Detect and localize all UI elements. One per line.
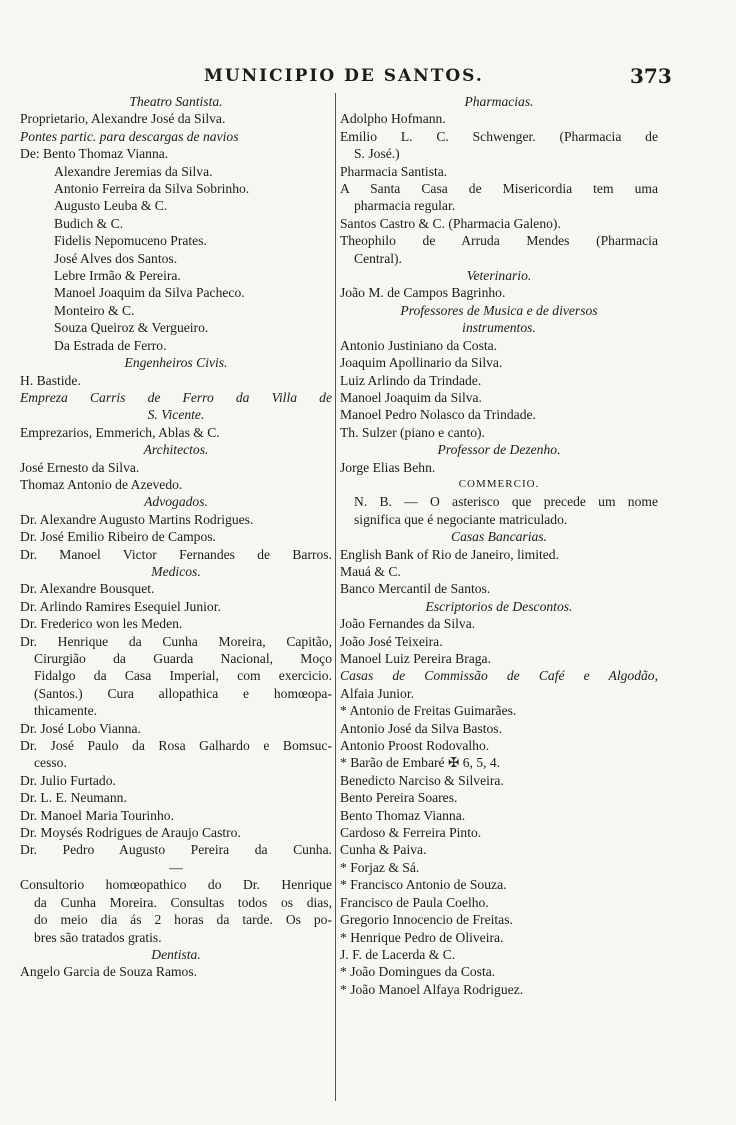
text-line: Casas de Commissão de Café e Algodão, <box>340 668 658 684</box>
text-line: * João Domingues da Costa. <box>340 964 496 980</box>
text-line: Dr. José Lobo Vianna. <box>20 720 141 736</box>
text-line: Bento Thomaz Vianna. <box>340 807 466 823</box>
section-heading: Theatro Santista. <box>129 94 223 109</box>
page-header <box>0 66 736 90</box>
section-heading: Pharmacias. <box>464 94 534 109</box>
text-line: De: Bento Thomaz Vianna. <box>20 146 169 162</box>
text-line: * João Manoel Alfaya Rodriguez. <box>340 981 524 997</box>
text-line: A Santa Casa de Misericordia tem uma <box>340 181 658 197</box>
text-line: S. José.) <box>354 146 400 162</box>
section-heading: COMMERCIO. <box>458 477 540 490</box>
text-line: João M. de Campos Bagrinho. <box>340 285 506 301</box>
text-line: Manoel Joaquim da Silva. <box>340 389 482 405</box>
text-line: * Antonio de Freitas Guimarães. <box>340 703 517 719</box>
text-line: Emilio L. C. Schwenger. (Pharmacia de <box>340 128 658 144</box>
text-line: Emprezarios, Emmerich, Ablas & C. <box>20 424 220 440</box>
text-line: Cirurgião da Guarda Nacional, Moço <box>34 651 332 666</box>
section-heading: Veterinario. <box>466 268 532 284</box>
page-title: MUNICIPIO DE SANTOS. <box>204 66 484 86</box>
text-line: — <box>169 859 183 875</box>
text-line: Augusto Leuba & C. <box>54 198 168 214</box>
text-line: do meio dia ás 2 horas da tarde. Os po- <box>34 912 332 928</box>
text-line: Luiz Arlindo da Trindade. <box>340 372 482 388</box>
text-line: Antonio Proost Rodovalho. <box>340 738 490 754</box>
text-line: Bento Pereira Soares. <box>340 790 458 806</box>
text-line: Dr. L. E. Neumann. <box>20 790 127 806</box>
text-line: Alexandre Jeremias da Silva. <box>54 163 213 179</box>
text-line: José Ernesto da Silva. <box>20 459 140 475</box>
text-line: Da Estrada de Ferro. <box>54 337 167 353</box>
text-line: Banco Mercantil de Santos. <box>340 581 491 597</box>
text-line: Theophilo de Arruda Mendes (Pharmacia <box>340 233 658 249</box>
text-line: pharmacia regular. <box>354 198 456 214</box>
section-heading: Professores de Musica e de diversos <box>400 302 598 318</box>
section-heading: Escriptorios de Descontos. <box>425 598 573 614</box>
text-line: Dr. Henrique da Cunha Moreira, Capitão, <box>20 633 332 649</box>
text-line: bres são tratados gratis. <box>34 929 162 945</box>
text-line: Dr. José Paulo da Rosa Galhardo e Bomsuc- <box>20 738 332 754</box>
text-line: N. B. — O asterisco que precede um nome <box>354 494 658 510</box>
text-line: Dr. Julio Furtado. <box>20 772 116 788</box>
text-line: Dr. Pedro Augusto Pereira da Cunha. <box>20 842 332 858</box>
text-line: Francisco de Paula Coelho. <box>340 894 489 910</box>
text-line: cesso. <box>34 755 67 771</box>
text-line: * Francisco Antonio de Souza. <box>340 877 507 893</box>
text-line: Empreza Carris de Ferro da Villa de <box>20 389 332 405</box>
text-line: significa que é negociante matriculado. <box>354 511 568 527</box>
section-heading: Dentista. <box>151 946 201 962</box>
text-line: Gregorio Innocencio de Freitas. <box>340 912 513 928</box>
text-line: João Fernandes da Silva. <box>340 616 476 632</box>
text-line: Joaquim Apollinario da Silva. <box>340 355 503 371</box>
text-line: Mauá & C. <box>340 563 401 579</box>
text-line: Antonio Justiniano da Costa. <box>340 337 498 353</box>
left-column <box>20 93 332 981</box>
text-line: Dr. José Emilio Ribeiro de Campos. <box>20 529 216 545</box>
text-line: Cardoso & Ferreira Pinto. <box>340 825 482 841</box>
text-line: Dr. Manoel Victor Fernandes de Barros. <box>20 546 332 562</box>
section-heading: Professor de Dezenho. <box>437 442 561 458</box>
text-line: Angelo Garcia de Souza Ramos. <box>20 964 198 980</box>
text-line: Souza Queiroz & Vergueiro. <box>54 320 209 336</box>
text-line: Fidelis Nepomuceno Prates. <box>54 233 207 249</box>
column-divider <box>335 93 336 1101</box>
text-line: Fidalgo da Casa Imperial, com exercicio. <box>34 668 332 684</box>
text-line: English Bank of Rio de Janeiro, limited. <box>340 546 559 562</box>
text-line: Santos Castro & C. (Pharmacia Galeno). <box>340 215 561 231</box>
section-heading: Architectos. <box>143 442 209 458</box>
text-line: Dr. Frederico won les Meden. <box>20 616 183 632</box>
text-line: * Henrique Pedro de Oliveira. <box>340 929 504 945</box>
text-line: Manoel Pedro Nolasco da Trindade. <box>340 407 536 423</box>
text-line: Dr. Arlindo Ramires Esequiel Junior. <box>20 598 221 614</box>
text-line: * Barão de Embaré ✠ 6, 5, 4. <box>340 755 501 771</box>
text-line: Dr. Alexandre Augusto Martins Rodrigues. <box>20 511 254 527</box>
text-line: thicamente. <box>34 703 98 719</box>
text-line: Adolpho Hofmann. <box>340 111 446 127</box>
text-line: Alfaia Junior. <box>340 685 414 701</box>
text-line: Jorge Elias Behn. <box>340 459 436 475</box>
text-line: Budich & C. <box>54 215 124 231</box>
text-line: Dr. Alexandre Bousquet. <box>20 581 155 597</box>
text-line: Th. Sulzer (piano e canto). <box>340 424 485 440</box>
section-heading: instrumentos. <box>462 320 536 336</box>
section-heading: S. Vicente. <box>147 407 205 423</box>
text-line: H. Bastide. <box>20 372 81 388</box>
text-line: Consultorio homœopathico do Dr. Henrique <box>20 877 332 893</box>
section-heading: Advogados. <box>144 494 208 510</box>
text-line: Thomaz Antonio de Azevedo. <box>20 476 183 492</box>
text-line: Dr. Manoel Maria Tourinho. <box>20 807 174 823</box>
text-line: José Alves dos Santos. <box>54 250 178 266</box>
text-line: Antonio José da Silva Bastos. <box>340 720 502 736</box>
text-line: * Forjaz & Sá. <box>340 859 420 875</box>
text-line: Manoel Luiz Pereira Braga. <box>340 651 491 666</box>
text-line: Cunha & Paiva. <box>340 842 427 858</box>
text-line: Pontes partic. para descargas de navios <box>20 128 239 144</box>
text-line: Proprietario, Alexandre José da Silva. <box>20 111 226 127</box>
text-line: Pharmacia Santista. <box>340 163 448 179</box>
section-heading: Medicos. <box>151 563 201 579</box>
text-line: da Cunha Moreira. Consultas todos os dias, <box>34 894 332 910</box>
text-line: Lebre Irmão & Pereira. <box>54 268 181 284</box>
section-heading: Casas Bancarias. <box>451 529 547 545</box>
text-line: Central). <box>354 250 402 266</box>
text-line: João José Teixeira. <box>340 633 443 649</box>
text-line: J. F. de Lacerda & C. <box>340 946 456 962</box>
right-column <box>340 93 658 998</box>
text-line: Benedicto Narciso & Silveira. <box>340 772 504 788</box>
text-line: Dr. Moysés Rodrigues de Araujo Castro. <box>20 825 241 841</box>
text-line: Antonio Ferreira da Silva Sobrinho. <box>54 181 250 197</box>
text-line: (Santos.) Cura allopathica e homœopa- <box>34 685 332 701</box>
text-line: Monteiro & C. <box>54 302 135 318</box>
text-line: Manoel Joaquim da Silva Pacheco. <box>54 285 245 301</box>
page-number: 373 <box>630 64 672 88</box>
section-heading: Engenheiros Civis. <box>124 355 228 371</box>
